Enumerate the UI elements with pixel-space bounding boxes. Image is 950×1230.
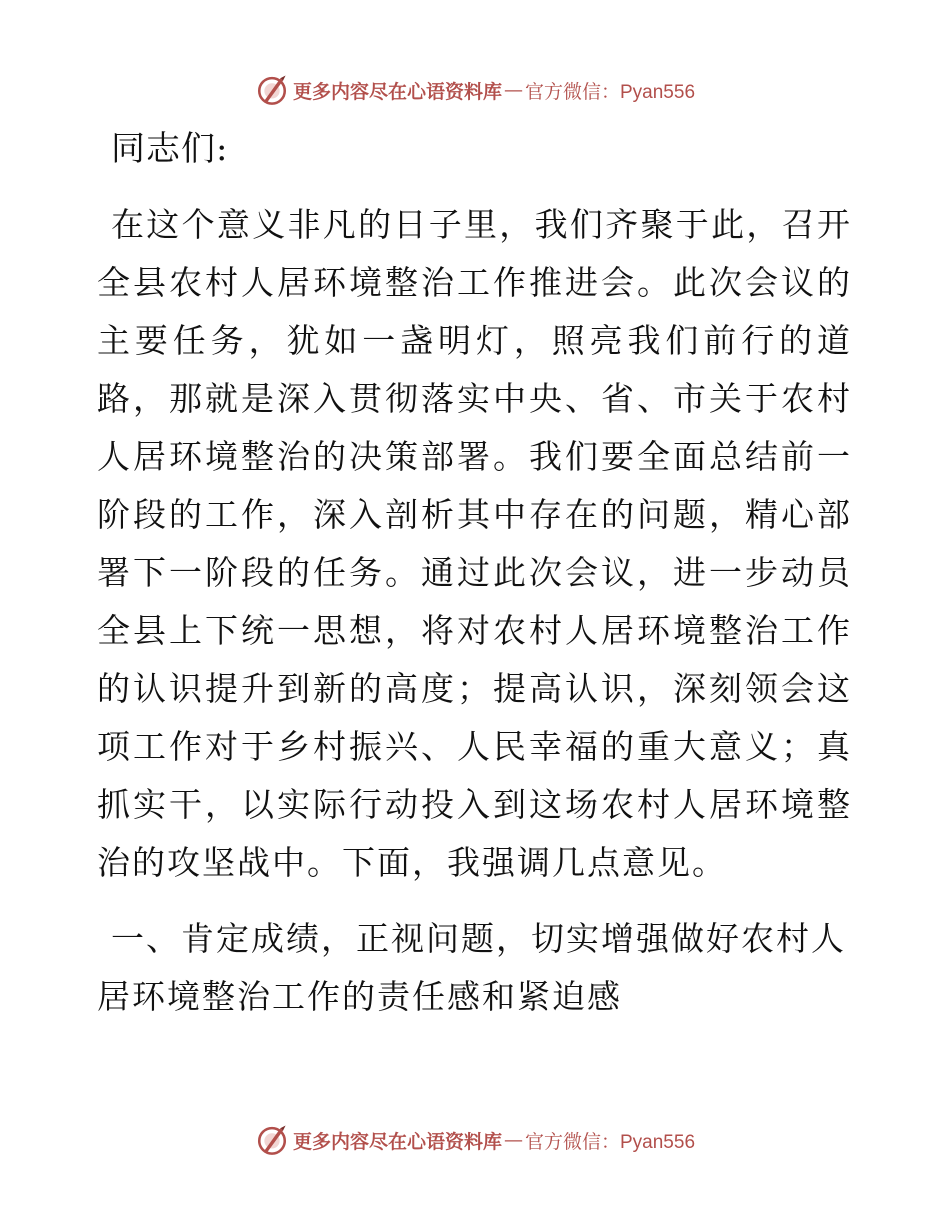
header-banner-wechat-text: 官方微信：Pyan556 [525, 81, 696, 103]
footer-banner-wechat-text: 官方微信：Pyan556 [525, 1131, 696, 1153]
salutation: 同志们: [111, 129, 229, 169]
section-heading: 一、肯定成绩，正视问题，切实增强做好农村人居环境整治工作的责任感和紧迫感 [97, 919, 846, 1016]
footer-banner-main-text: 更多内容尽在心语资料库 [292, 1130, 502, 1153]
footer-banner-separator: — [504, 1129, 523, 1151]
header-banner-main-text: 更多内容尽在心语资料库 [292, 80, 502, 103]
quill-pen-logo-icon [255, 1123, 289, 1157]
footer-watermark-banner [0, 1120, 950, 1160]
header-banner-separator: — [504, 79, 523, 101]
body-paragraph: 在这个意义非凡的日子里，我们齐聚于此，召开全县农村人居环境整治工作推进会。此次会议的主要任务，犹如一盏明灯，照亮我们前行的道路，那就是深入贯彻落实中央、省、市关于农村人居环境整治的决策部署。我们要全面总结前一阶段的工作，深入剖析其中存在的问题，精心部署下一阶段的任务。通过此次会议，进一步动员全县上下统一思想，将对农村人居环境整治工作的认识提升到新的高度；提高认识，深刻领会这项工作对于乡村振兴、人民幸福的重大意义；真抓实干，以实际行动投入到这场农村人居环境整治的攻坚战中。下面，我强调几点意见。 [97, 205, 852, 882]
document-body [97, 120, 852, 1026]
quill-pen-logo-icon [255, 73, 289, 107]
header-watermark-banner [0, 70, 950, 110]
